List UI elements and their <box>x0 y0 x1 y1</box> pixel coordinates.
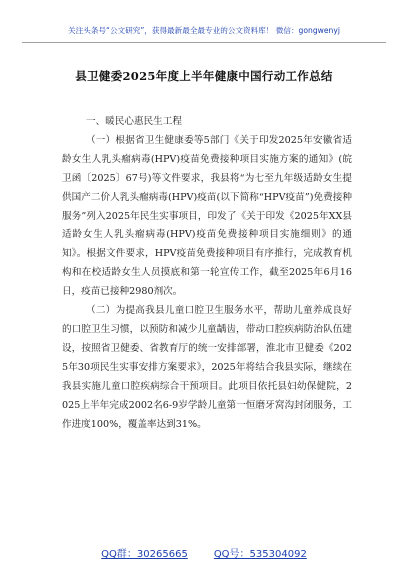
qq-group-link[interactable]: QQ群：30265665 <box>101 549 188 560</box>
header-banner: 关注头条号“公文研究”，获得最新最全最专业的公文资料库！ 微信：gongwenyj <box>68 26 340 35</box>
qq-number-link[interactable]: QQ号：535304092 <box>213 549 307 560</box>
paragraph-2: （二）为提高我县儿童口腔卫生服务水平，帮助儿童养成良好的口腔卫生习惯，以预防和减少儿童龋齿，带动口腔疾病防治队伍建设，按照省卫健委、省教育厅的统一安排部署，淮北市卫健委《2025年30项民生实事安排方案要求》，2025年将结合我县实际，继续在我县实施儿童口腔疾病综合干预项目。此项目依托县妇幼保健院，2025上半年完成2002名6-9岁学龄儿童第一恒磨牙窝沟封闭服务，工作进度100%，覆盖率达到31%。 <box>62 305 352 430</box>
header-divider <box>22 42 386 43</box>
section-heading: 一、暖民心惠民生工程 <box>86 116 182 127</box>
paragraph-1: （一）根据省卫生健康委等5部门《关于印发2025年安徽省适龄女生人乳头瘤病毒(HPV)疫苗免费接种项目实施方案的通知》(皖卫函〔2025〕67号)等文件要求，我县将“为七至九年级适龄女生提供国产二价人乳头瘤病毒(HPV)疫苗(以下简称“HPV疫苗”)免费接种服务”列入2025年民生实事项目，印发了《关于印发《2025年XX县适龄女生人乳头瘤病毒(HPV)疫苗免费接种项目实施细则》的通知》。根据文件要求，HPV疫苗免费接种项目有序推行，完成教育机构和在校适龄女生人员摸底和第一轮宣传工作，截至2025年6月16日，疫苗已接种2980剂次。 <box>62 134 352 298</box>
document-body <box>62 113 352 434</box>
document-title: 县卫健委2025年度上半年健康中国行动工作总结 <box>75 69 333 83</box>
footer-contact <box>0 545 408 560</box>
